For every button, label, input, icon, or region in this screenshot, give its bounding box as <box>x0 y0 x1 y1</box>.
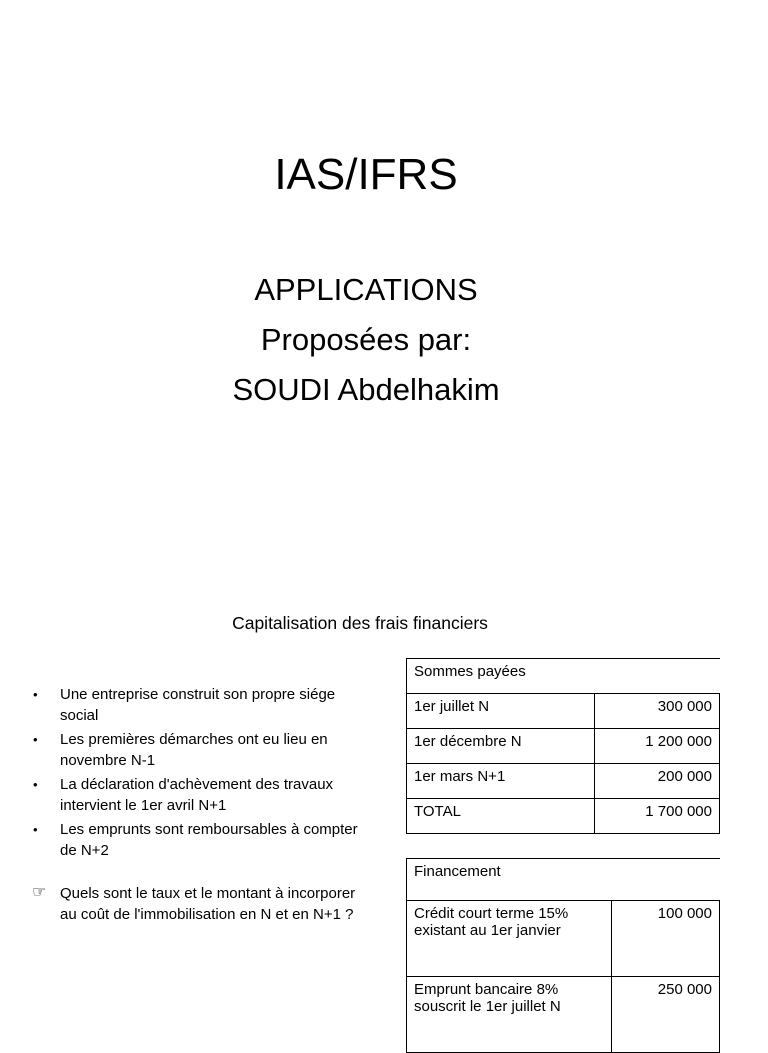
payments-header: Sommes payées <box>407 659 720 694</box>
payment-date: 1er mars N+1 <box>407 764 595 799</box>
bullet-icon: • <box>33 732 38 747</box>
question-item <box>30 883 360 925</box>
list-item <box>30 729 360 771</box>
bullet-text: Les premières démarches ont eu lieu en novembre N-1 <box>60 731 328 769</box>
cover-subtitle-proposed-by: Proposées par: <box>260 322 472 357</box>
payment-date: 1er décembre N <box>407 729 595 764</box>
cover-author: SOUDI Abdelhakim <box>232 372 500 407</box>
cover-subtitle-applications: APPLICATIONS <box>254 272 478 307</box>
payment-amount: 1 200 000 <box>594 729 719 764</box>
bullet-icon: • <box>33 687 38 702</box>
payment-total-label: TOTAL <box>407 799 595 834</box>
financing-source: Emprunt bancaire 8% souscrit le 1er juillet N <box>407 977 612 1053</box>
bullet-text: La déclaration d'achèvement des travaux intervient le 1er avril N+1 <box>60 776 334 814</box>
payments-table <box>406 658 720 834</box>
table-row <box>407 729 720 764</box>
payment-total-amount: 1 700 000 <box>594 799 719 834</box>
cover-title: IAS/IFRS <box>274 150 458 199</box>
list-item <box>30 684 360 726</box>
payment-date: 1er juillet N <box>407 694 595 729</box>
list-item <box>30 774 360 816</box>
bullet-list <box>30 684 360 925</box>
bullet-icon: • <box>33 822 38 837</box>
table-row <box>407 764 720 799</box>
table-row <box>407 694 720 729</box>
pointing-hand-icon: ☞ <box>32 884 47 901</box>
table-row <box>407 799 720 834</box>
financing-source: Crédit court terme 15% existant au 1er janvier <box>407 901 612 977</box>
financing-header: Financement <box>407 859 720 901</box>
financing-amount: 250 000 <box>612 977 720 1053</box>
bullet-text: Les emprunts sont remboursables à compter de N+2 <box>60 821 358 859</box>
table-row <box>407 977 720 1053</box>
payment-amount: 300 000 <box>594 694 719 729</box>
table-header-row <box>407 659 720 694</box>
table-row <box>407 901 720 977</box>
table-header-row <box>407 859 720 901</box>
payment-amount: 200 000 <box>594 764 719 799</box>
list-item <box>30 819 360 861</box>
slide-title: Capitalisation des frais financiers <box>232 613 488 633</box>
financing-amount: 100 000 <box>612 901 720 977</box>
bullet-text: Une entreprise construit son propre siége social <box>60 686 336 724</box>
bullet-icon: • <box>33 777 38 792</box>
question-text: Quels sont le taux et le montant à incorporer au coût de l'immobilisation en N et en N+1 ? <box>60 885 356 923</box>
